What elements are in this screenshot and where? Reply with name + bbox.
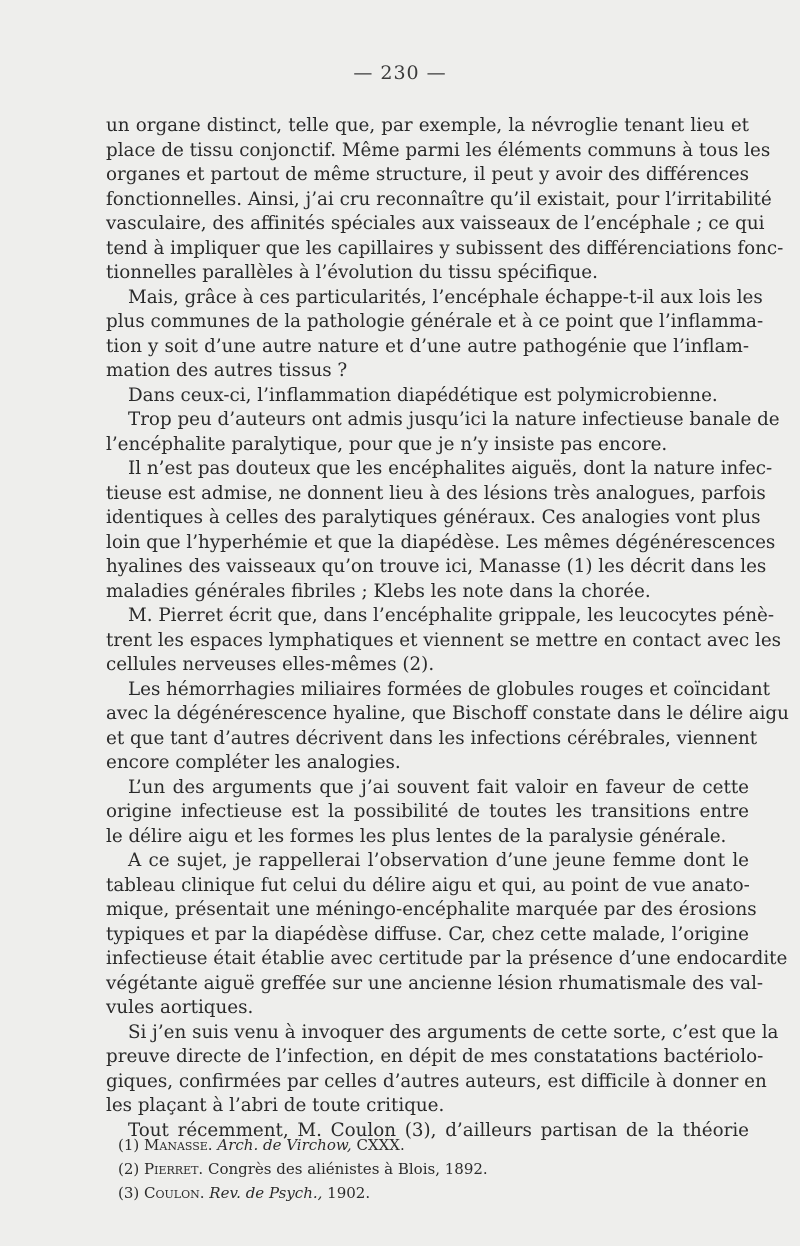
text-line: l’encéphalite paralytique, pour que je n’y insiste pas encore. <box>106 433 668 455</box>
footnote-author: Pierret. <box>144 1160 204 1178</box>
text-line: maladies générales fibriles ; Klebs les note dans la chorée. <box>106 580 651 602</box>
text-line: organes et partout de même structure, il peut y avoir des différences <box>106 164 749 185</box>
text-line: infectieuse était établie avec certitude par la présence d’une endocardite <box>106 948 788 969</box>
text-line: Il n’est pas douteux que les encéphalites aiguës, dont la nature infec- <box>128 458 773 479</box>
text-line: les plaçant à l’abri de toute critique. <box>106 1095 445 1116</box>
text-line: végétante aiguë greffée sur une ancienne lésion rhumatismale des val- <box>106 972 764 994</box>
footnote-detail: 1902. <box>322 1184 371 1202</box>
text-line: tionnelles parallèles à l’évolution du tissu spécifique. <box>106 262 598 283</box>
footnote-number: (1) <box>118 1136 140 1154</box>
text-line: tableau clinique fut celui du délire aigu et qui, au point de vue anato- <box>106 874 750 896</box>
text-line: tion y soit d’une autre nature et d’une autre pathogénie que l’inflam- <box>106 335 749 357</box>
text-line: Trop peu d’auteurs ont admis jusqu’ici la nature infectieuse banale de <box>128 409 780 430</box>
text-line: trent les espaces lymphatiques et viennent se mettre en contact avec les <box>106 629 782 651</box>
text-line: tend à impliquer que les capillaires y subissent des différenciations fonc- <box>106 237 784 259</box>
text-line: vules aortiques. <box>106 997 254 1018</box>
text-line: vasculaire, des affinités spéciales aux vaisseaux de l’encéphale ; ce qui <box>106 213 765 234</box>
text-line: giques, confirmées par celles d’autres auteurs, est difficile à donner en <box>106 1070 767 1092</box>
text-line: fonctionnelles. Ainsi, j’ai cru reconnaître qu’il existait, pour l’irritabilité <box>106 188 772 210</box>
text-line: encore compléter les analogies. <box>106 752 401 773</box>
text-line: mation des autres tissus ? <box>106 360 348 381</box>
footnote-number: (2) <box>118 1160 140 1178</box>
text-line: typiques et par la diapédèse diffuse. Car, chez cette malade, l’origine <box>106 923 749 945</box>
text-line: A ce sujet, je rappellerai l’observation d’une jeune femme dont le <box>128 850 749 871</box>
text-line: place de tissu conjonctif. Même parmi les éléments communs à tous les <box>106 139 771 161</box>
text-line: mique, présentait une méningo-encéphalite marquée par des érosions <box>106 899 757 920</box>
text-line: plus communes de la pathologie générale et à ce point que l’inflamma- <box>106 311 764 332</box>
text-line: M. Pierret écrit que, dans l’encéphalite grippale, les leucocytes pénè- <box>128 605 775 626</box>
text-line: Les hémorrhagies miliaires formées de globules rouges et coïncidant <box>128 678 770 700</box>
text-line: loin que l’hyperhémie et que la diapédèse. Les mêmes dégénérescences <box>106 531 776 553</box>
footnote-author: Coulon. <box>144 1184 205 1202</box>
text-line: identiques à celles des paralytiques généraux. Ces analogies vont plus <box>106 507 761 528</box>
footnote-number: (3) <box>118 1184 140 1202</box>
text-line: avec la dégénérescence hyaline, que Bischoff constate dans le délire aigu <box>106 703 789 724</box>
text-line: tieuse est admise, ne donnent lieu à des lésions très analogues, parfois <box>106 482 766 504</box>
footnote <box>118 1133 718 1157</box>
footnotes <box>118 1133 718 1205</box>
text-line: un organe distinct, telle que, par exemple, la névroglie tenant lieu et <box>106 115 749 136</box>
text-line: L’un des arguments que j’ai souvent fait valoir en faveur de cette <box>128 776 749 798</box>
text-line: Tout récemment, M. Coulon (3), d’ailleurs partisan de la théorie <box>128 1119 749 1141</box>
text-line: Mais, grâce à ces particularités, l’encéphale échappe-t-il aux lois les <box>128 286 763 308</box>
text-line: hyalines des vaisseaux qu’on trouve ici, Manasse (1) les décrit dans les <box>106 556 767 577</box>
footnote-author: Manasse. <box>144 1136 213 1154</box>
text-line: origine infectieuse est la possibilité de toutes les transitions entre <box>106 801 749 822</box>
footnote-source: Rev. de Psych., <box>209 1184 323 1202</box>
footnote-detail: Congrès des aliénistes à Blois, 1892. <box>207 1160 488 1178</box>
footnote <box>118 1157 718 1181</box>
footnote-source: Arch. de Virchow, <box>217 1136 352 1154</box>
body-text <box>106 114 789 1143</box>
footnote-detail: CXXX. <box>351 1136 405 1154</box>
text-line: Dans ceux-ci, l’inflammation diapédétique est polymicrobienne. <box>128 384 718 406</box>
footnote <box>118 1181 718 1205</box>
text-line: preuve directe de l’infection, en dépit de mes constatations bactériolo- <box>106 1046 764 1067</box>
text-line: cellules nerveuses elles-mêmes (2). <box>106 654 435 675</box>
page-number: — 230 — <box>353 62 447 84</box>
text-line: et que tant d’autres décrivent dans les infections cérébrales, viennent <box>106 727 758 749</box>
text-line: le délire aigu et les formes les plus lentes de la paralysie générale. <box>106 825 727 847</box>
text-line: Si j’en suis venu à invoquer des arguments de cette sorte, c’est que la <box>128 1021 779 1043</box>
